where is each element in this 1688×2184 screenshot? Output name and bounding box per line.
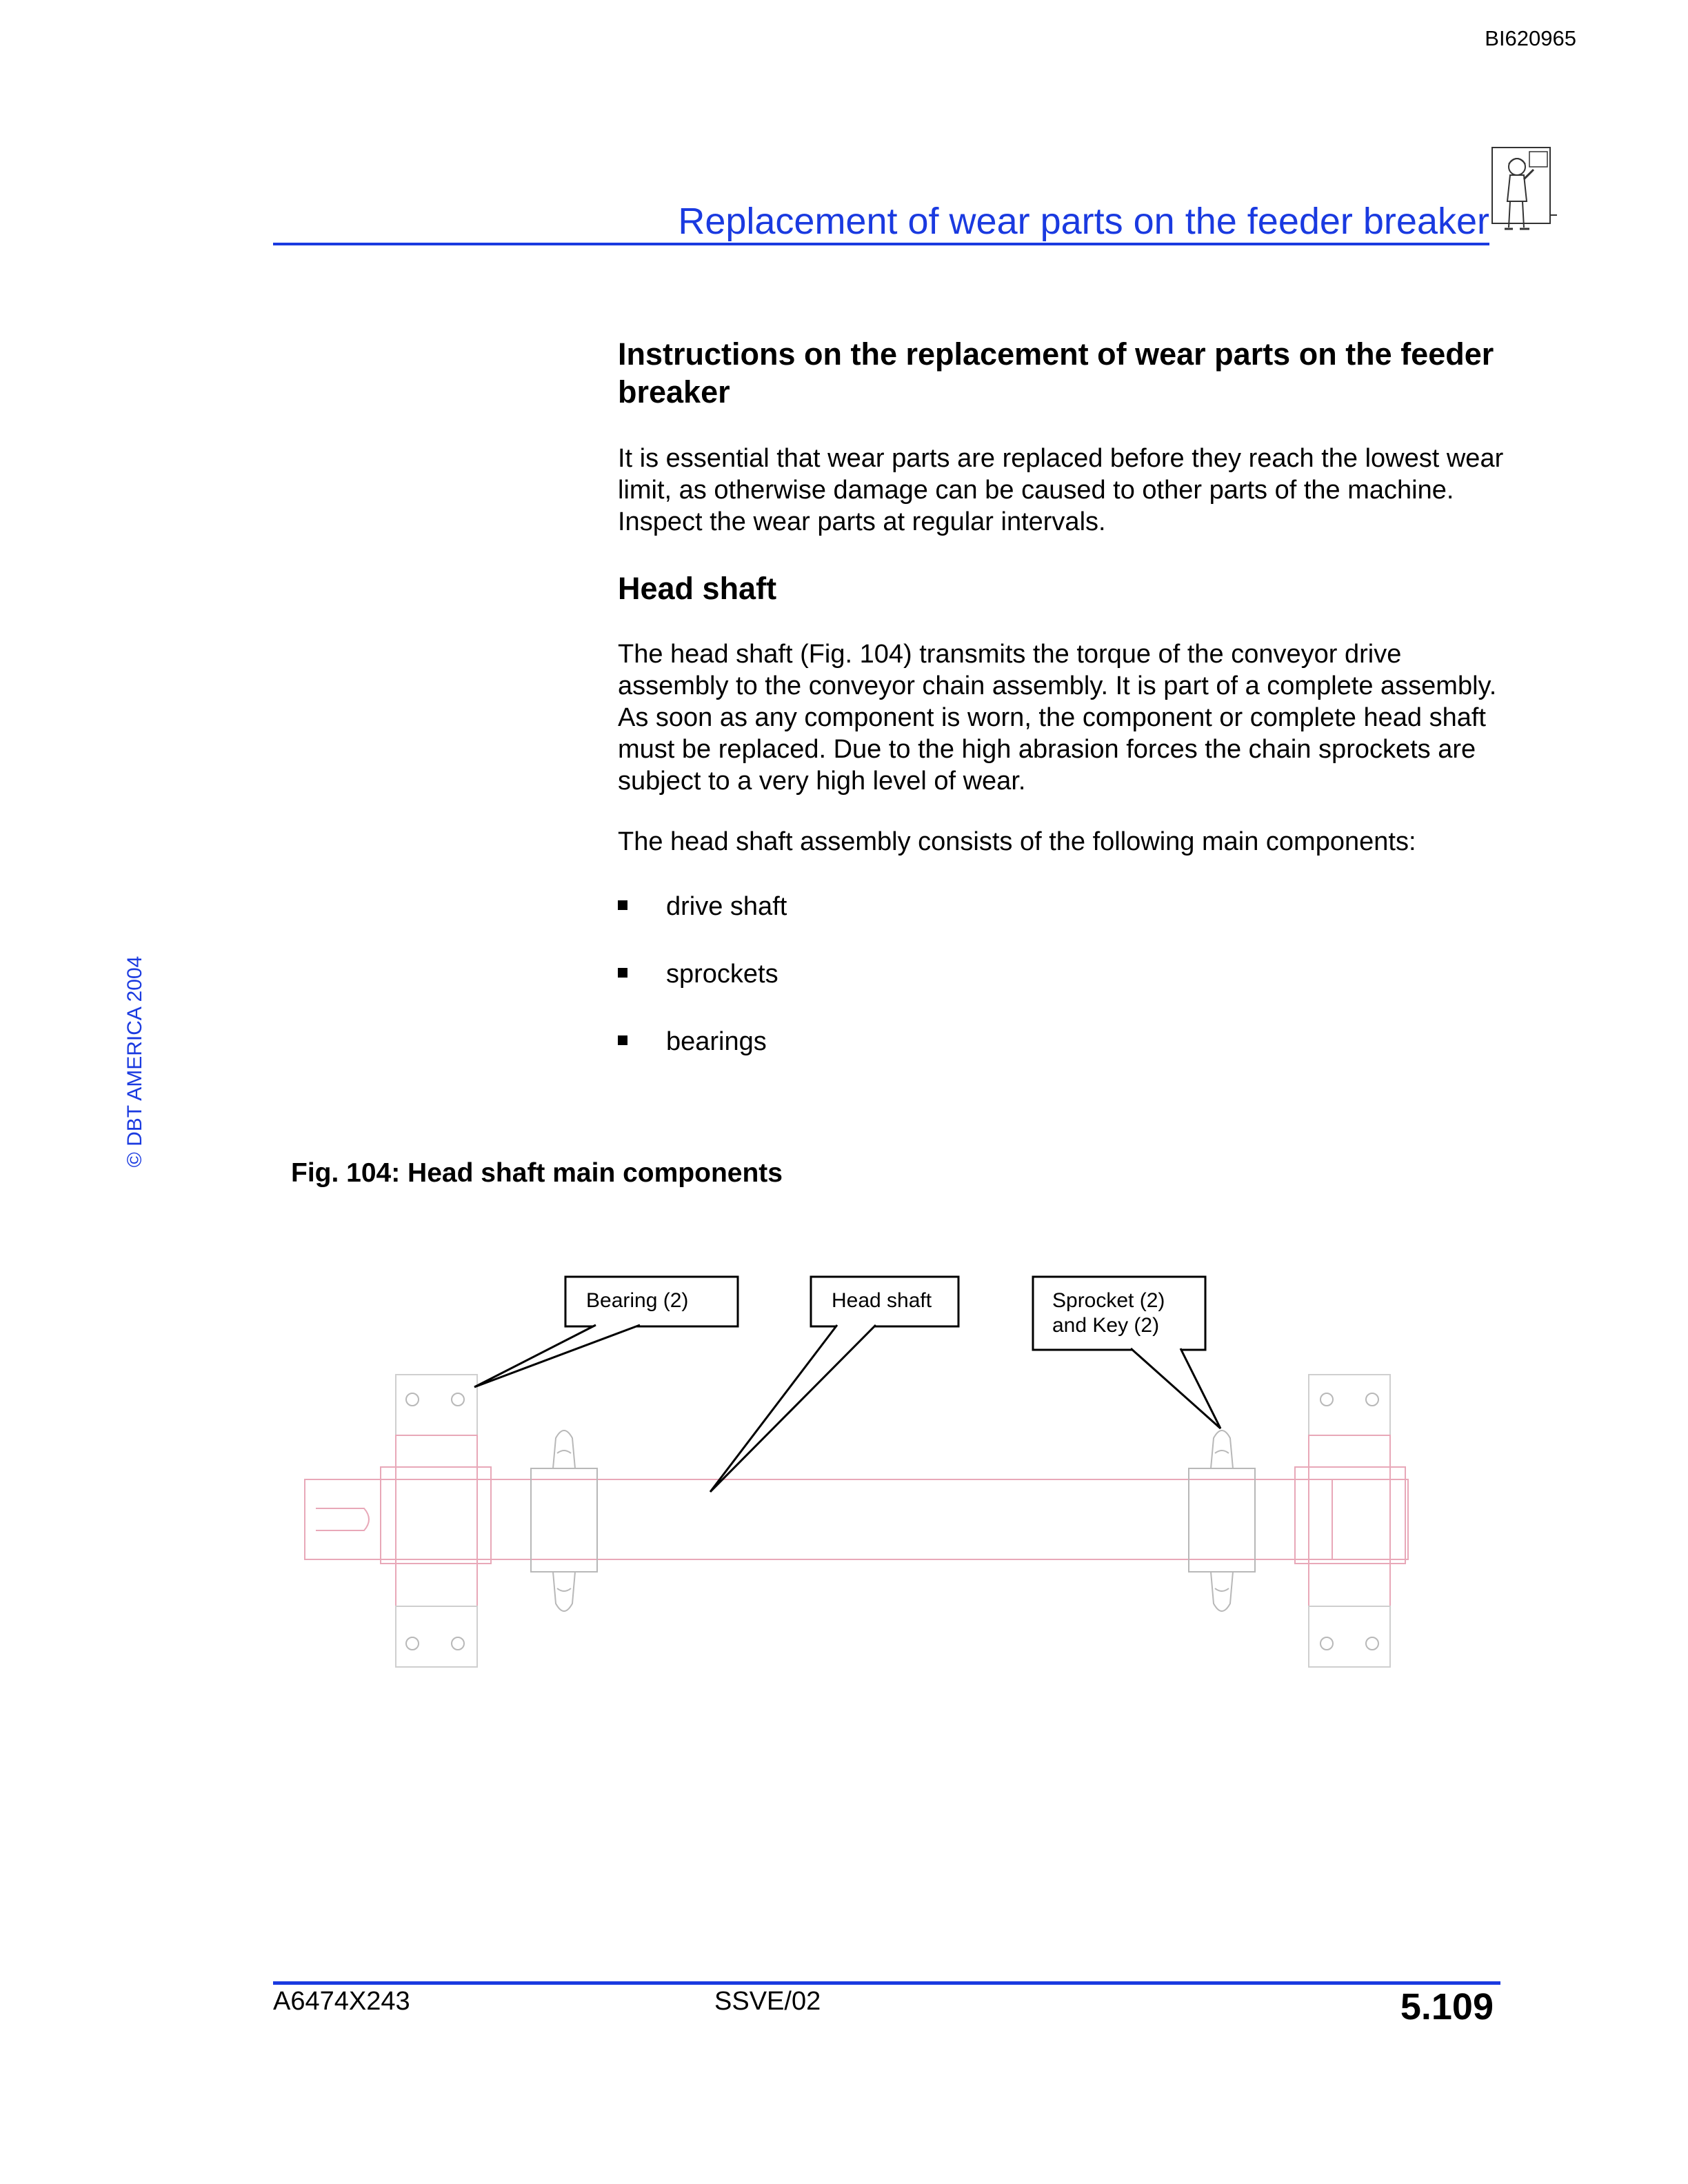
bearing-right [1295, 1375, 1405, 1667]
callout-label-head-shaft: Head shaft [832, 1289, 932, 1312]
callout-label-sprocket-1: Sprocket (2) [1052, 1289, 1165, 1312]
callout-label-bearing: Bearing (2) [586, 1289, 689, 1312]
list-item: drive shaft [618, 891, 1445, 958]
page-header-title: Replacement of wear parts on the feeder breaker [678, 201, 1489, 242]
document-id: BI620965 [1485, 26, 1576, 50]
callout-pointer-bearing [474, 1325, 640, 1387]
head-shaft-drawing [297, 1268, 1427, 1682]
bearing-left [381, 1375, 491, 1667]
shaft-body [305, 1479, 1408, 1559]
sprocket-left [531, 1430, 597, 1611]
sprocket-right [1189, 1430, 1255, 1611]
page-number: 5.109 [1400, 1986, 1494, 2028]
callout-box-sprocket [1033, 1277, 1205, 1350]
intro-paragraph: It is essential that wear parts are replaced before they reach the lowest wear limit, as otherwise damage can be caused to other parts of the machine. Inspect the wear parts at regular intervals. [618, 444, 1504, 536]
figure-caption: Fig. 104: Head shaft main components [291, 1158, 783, 1188]
callout-pointer-head-shaft [710, 1325, 876, 1492]
head-shaft-description: The head shaft (Fig. 104) transmits the torque of the conveyor drive assembly to the conveyor chain assembly. It is part of a complete assembly. As soon as any component is worn, the component or complete head shaft must be replaced. Due to the high abrasion forces the chain sprockets are subject to a very high level of wear. [618, 640, 1497, 796]
header-divider [273, 243, 1489, 245]
component-list [618, 891, 1445, 1093]
footer-doc-number: A6474X243 [273, 1987, 410, 2016]
footer-revision: SSVE/02 [714, 1987, 821, 2016]
bullet-square-icon [618, 900, 627, 910]
section-title: Head shaft [618, 571, 777, 606]
side-copyright: © DBT AMERICA 2004 [123, 956, 146, 1168]
list-item: bearings [618, 1026, 1445, 1093]
footer-divider [273, 1981, 1500, 1985]
callout-pointer-sprocket [1131, 1348, 1220, 1428]
callout-label-sprocket-2: and Key (2) [1052, 1314, 1160, 1337]
bullet-square-icon [618, 968, 627, 978]
shaft-end-right [1332, 1479, 1408, 1559]
bullet-square-icon [618, 1035, 627, 1045]
components-intro: The head shaft assembly consists of the following main components: [618, 827, 1416, 856]
main-title: Instructions on the replacement of wear parts on the feeder breaker [618, 336, 1494, 410]
mechanic-wrench-icon [1489, 146, 1558, 243]
list-item: sprockets [618, 958, 1445, 1026]
keyway-slot [316, 1508, 369, 1530]
